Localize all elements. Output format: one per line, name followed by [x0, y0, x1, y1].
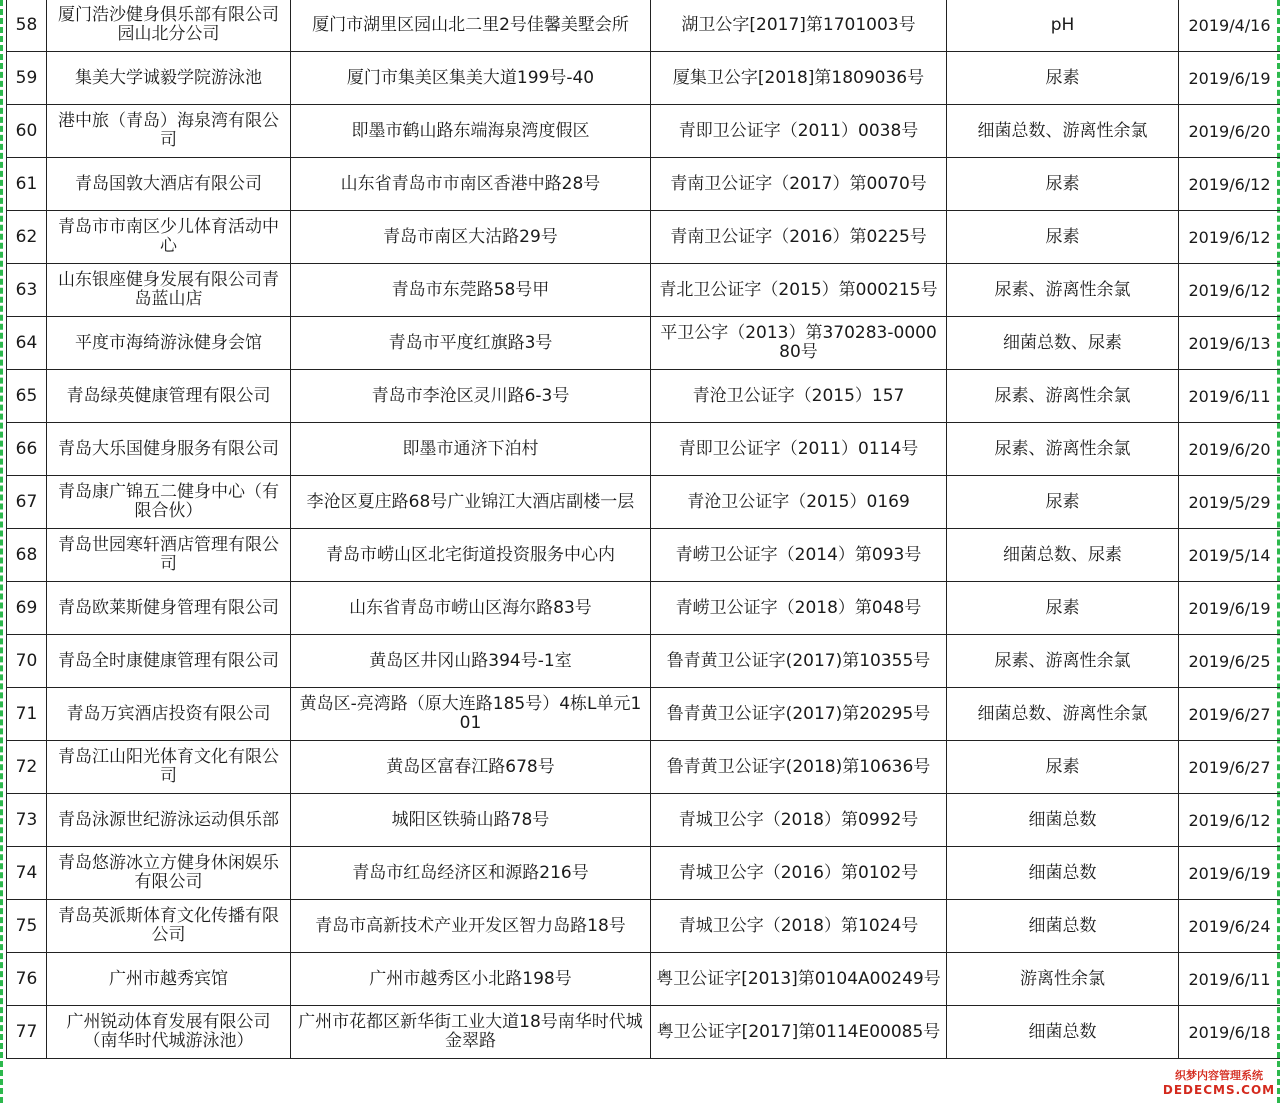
- address-cell: 黄岛区井冈山路394号-1室: [291, 635, 651, 688]
- inspection-date-cell: 2019/6/20: [1179, 105, 1280, 158]
- address-cell: 山东省青岛市崂山区海尔路83号: [291, 582, 651, 635]
- facility-name-cell: 青岛市市南区少儿体育活动中心: [47, 211, 291, 264]
- license-number-cell: 湖卫公字[2017]第1701003号: [651, 0, 947, 52]
- address-cell: 即墨市通济下泊村: [291, 423, 651, 476]
- failed-item-cell: 尿素: [947, 582, 1179, 635]
- address-cell: 黄岛区富春江路678号: [291, 741, 651, 794]
- inspection-date-cell: 2019/6/24: [1179, 900, 1280, 953]
- inspection-date-cell: 2019/6/19: [1179, 582, 1280, 635]
- license-number-cell: 青沧卫公证字（2015）0169: [651, 476, 947, 529]
- facility-name-cell: 青岛全时康健康管理有限公司: [47, 635, 291, 688]
- inspection-date-cell: 2019/6/18: [1179, 1006, 1280, 1059]
- license-number-cell: 青城卫公字（2018）第1024号: [651, 900, 947, 953]
- inspection-date-cell: 2019/6/11: [1179, 953, 1280, 1006]
- row-number-cell: 65: [7, 370, 47, 423]
- table-row: [7, 794, 1280, 847]
- license-number-cell: 鲁青黄卫公证字(2017)第20295号: [651, 688, 947, 741]
- failed-item-cell: 细菌总数、尿素: [947, 529, 1179, 582]
- row-number-cell: 66: [7, 423, 47, 476]
- failed-item-cell: 尿素: [947, 158, 1179, 211]
- facility-name-cell: 青岛康广锦五二健身中心（有限合伙）: [47, 476, 291, 529]
- inspection-date-cell: 2019/6/25: [1179, 635, 1280, 688]
- license-number-cell: 粤卫公证字[2017]第0114E00085号: [651, 1006, 947, 1059]
- table-row: [7, 370, 1280, 423]
- address-cell: 即墨市鹤山路东端海泉湾度假区: [291, 105, 651, 158]
- table-row: [7, 847, 1280, 900]
- failed-item-cell: 游离性余氯: [947, 953, 1179, 1006]
- facility-name-cell: 青岛泳源世纪游泳运动俱乐部: [47, 794, 291, 847]
- row-number-cell: 68: [7, 529, 47, 582]
- facility-name-cell: 港中旅（青岛）海泉湾有限公司: [47, 105, 291, 158]
- row-number-cell: 62: [7, 211, 47, 264]
- row-number-cell: 67: [7, 476, 47, 529]
- facility-name-cell: 山东银座健身发展有限公司青岛蓝山店: [47, 264, 291, 317]
- license-number-cell: 粤卫公证字[2013]第0104A00249号: [651, 953, 947, 1006]
- row-number-cell: 74: [7, 847, 47, 900]
- license-number-cell: 鲁青黄卫公证字(2017)第10355号: [651, 635, 947, 688]
- inspection-date-cell: 2019/6/12: [1179, 794, 1280, 847]
- inspection-date-cell: 2019/5/29: [1179, 476, 1280, 529]
- failed-item-cell: 尿素: [947, 476, 1179, 529]
- facility-name-cell: 青岛江山阳光体育文化有限公司: [47, 741, 291, 794]
- inspection-date-cell: 2019/5/14: [1179, 529, 1280, 582]
- table-row: [7, 582, 1280, 635]
- facility-name-cell: 青岛大乐国健身服务有限公司: [47, 423, 291, 476]
- table-row: [7, 476, 1280, 529]
- address-cell: 青岛市红岛经济区和源路216号: [291, 847, 651, 900]
- watermark-domain: DEDECMS.COM: [1162, 1083, 1276, 1097]
- address-cell: 广州市花都区新华街工业大道18号南华时代城金翠路: [291, 1006, 651, 1059]
- license-number-cell: 青北卫公证字（2015）第000215号: [651, 264, 947, 317]
- inspection-date-cell: 2019/6/27: [1179, 688, 1280, 741]
- row-number-cell: 71: [7, 688, 47, 741]
- inspection-date-cell: 2019/6/12: [1179, 264, 1280, 317]
- facility-name-cell: 集美大学诚毅学院游泳池: [47, 52, 291, 105]
- row-number-cell: 76: [7, 953, 47, 1006]
- license-number-cell: 青崂卫公证字（2018）第048号: [651, 582, 947, 635]
- row-number-cell: 60: [7, 105, 47, 158]
- address-cell: 黄岛区-亮湾路（原大连路185号）4栋L单元101: [291, 688, 651, 741]
- inspection-date-cell: 2019/4/16: [1179, 0, 1280, 52]
- address-cell: 青岛市平度红旗路3号: [291, 317, 651, 370]
- site-watermark: [1163, 1065, 1275, 1101]
- table-row: [7, 423, 1280, 476]
- row-number-cell: 61: [7, 158, 47, 211]
- table-row: [7, 741, 1280, 794]
- license-number-cell: 青沧卫公证字（2015）157: [651, 370, 947, 423]
- failed-item-cell: 尿素: [947, 211, 1179, 264]
- facility-name-cell: 平度市海绮游泳健身会馆: [47, 317, 291, 370]
- row-number-cell: 73: [7, 794, 47, 847]
- address-cell: 青岛市崂山区北宅街道投资服务中心内: [291, 529, 651, 582]
- table-row: [7, 900, 1280, 953]
- table-row: [7, 1006, 1280, 1059]
- license-number-cell: 厦集卫公字[2018]第1809036号: [651, 52, 947, 105]
- table-row: [7, 688, 1280, 741]
- facility-name-cell: 广州市越秀宾馆: [47, 953, 291, 1006]
- inspection-date-cell: 2019/6/27: [1179, 741, 1280, 794]
- table-row: [7, 105, 1280, 158]
- inspection-date-cell: 2019/6/19: [1179, 52, 1280, 105]
- address-cell: 李沧区夏庄路68号广业锦江大酒店副楼一层: [291, 476, 651, 529]
- table-row: [7, 158, 1280, 211]
- row-number-cell: 59: [7, 52, 47, 105]
- address-cell: 城阳区铁骑山路78号: [291, 794, 651, 847]
- failed-item-cell: pH: [947, 0, 1179, 52]
- row-number-cell: 72: [7, 741, 47, 794]
- failed-item-cell: 细菌总数: [947, 794, 1179, 847]
- license-number-cell: 青即卫公证字（2011）0038号: [651, 105, 947, 158]
- address-cell: 青岛市李沧区灵川路6-3号: [291, 370, 651, 423]
- table-row: [7, 211, 1280, 264]
- failed-item-cell: 细菌总数: [947, 1006, 1179, 1059]
- table-row: [7, 635, 1280, 688]
- row-number-cell: 70: [7, 635, 47, 688]
- address-cell: 山东省青岛市市南区香港中路28号: [291, 158, 651, 211]
- failed-item-cell: 细菌总数: [947, 847, 1179, 900]
- table-row: [7, 529, 1280, 582]
- address-cell: 青岛市东莞路58号甲: [291, 264, 651, 317]
- inspection-date-cell: 2019/6/12: [1179, 158, 1280, 211]
- table-row: [7, 0, 1280, 52]
- facility-name-cell: 青岛世园寒轩酒店管理有限公司: [47, 529, 291, 582]
- facility-name-cell: 青岛绿英健康管理有限公司: [47, 370, 291, 423]
- facility-name-cell: 厦门浩沙健身俱乐部有限公司园山北分公司: [47, 0, 291, 52]
- failed-item-cell: 尿素: [947, 741, 1179, 794]
- table-row: [7, 264, 1280, 317]
- row-number-cell: 77: [7, 1006, 47, 1059]
- table-row: [7, 317, 1280, 370]
- table-row: [7, 953, 1280, 1006]
- watermark-title: 织梦内容管理系统: [1175, 1069, 1263, 1082]
- failed-item-cell: 尿素: [947, 52, 1179, 105]
- inspection-date-cell: 2019/6/12: [1179, 211, 1280, 264]
- facility-name-cell: 青岛万宾酒店投资有限公司: [47, 688, 291, 741]
- failed-item-cell: 尿素、游离性余氯: [947, 264, 1179, 317]
- license-number-cell: 青南卫公证字（2017）第0070号: [651, 158, 947, 211]
- inspection-table: [6, 0, 1280, 1059]
- license-number-cell: 青崂卫公证字（2014）第093号: [651, 529, 947, 582]
- facility-name-cell: 青岛英派斯体育文化传播有限公司: [47, 900, 291, 953]
- address-cell: 青岛市南区大沽路29号: [291, 211, 651, 264]
- failed-item-cell: 尿素、游离性余氯: [947, 635, 1179, 688]
- row-number-cell: 58: [7, 0, 47, 52]
- license-number-cell: 青城卫公字（2018）第0992号: [651, 794, 947, 847]
- failed-item-cell: 细菌总数、游离性余氯: [947, 688, 1179, 741]
- facility-name-cell: 广州锐动体育发展有限公司（南华时代城游泳池）: [47, 1006, 291, 1059]
- inspection-date-cell: 2019/6/13: [1179, 317, 1280, 370]
- address-cell: 广州市越秀区小北路198号: [291, 953, 651, 1006]
- license-number-cell: 青南卫公证字（2016）第0225号: [651, 211, 947, 264]
- facility-name-cell: 青岛国敦大酒店有限公司: [47, 158, 291, 211]
- failed-item-cell: 细菌总数、游离性余氯: [947, 105, 1179, 158]
- failed-item-cell: 尿素、游离性余氯: [947, 423, 1179, 476]
- facility-name-cell: 青岛欧莱斯健身管理有限公司: [47, 582, 291, 635]
- license-number-cell: 青城卫公字（2016）第0102号: [651, 847, 947, 900]
- address-cell: 厦门市湖里区园山北二里2号佳馨美墅会所: [291, 0, 651, 52]
- row-number-cell: 63: [7, 264, 47, 317]
- table-row: [7, 52, 1280, 105]
- license-number-cell: 青即卫公证字（2011）0114号: [651, 423, 947, 476]
- table-body: [7, 0, 1280, 1059]
- inspection-date-cell: 2019/6/11: [1179, 370, 1280, 423]
- inspection-date-cell: 2019/6/20: [1179, 423, 1280, 476]
- failed-item-cell: 细菌总数: [947, 900, 1179, 953]
- inspection-date-cell: 2019/6/19: [1179, 847, 1280, 900]
- address-cell: 厦门市集美区集美大道199号-40: [291, 52, 651, 105]
- address-cell: 青岛市高新技术产业开发区智力岛路18号: [291, 900, 651, 953]
- row-number-cell: 69: [7, 582, 47, 635]
- failed-item-cell: 尿素、游离性余氯: [947, 370, 1179, 423]
- license-number-cell: 平卫公字（2013）第370283-000080号: [651, 317, 947, 370]
- row-number-cell: 64: [7, 317, 47, 370]
- row-number-cell: 75: [7, 900, 47, 953]
- failed-item-cell: 细菌总数、尿素: [947, 317, 1179, 370]
- license-number-cell: 鲁青黄卫公证字(2018)第10636号: [651, 741, 947, 794]
- facility-name-cell: 青岛悠游冰立方健身休闲娱乐有限公司: [47, 847, 291, 900]
